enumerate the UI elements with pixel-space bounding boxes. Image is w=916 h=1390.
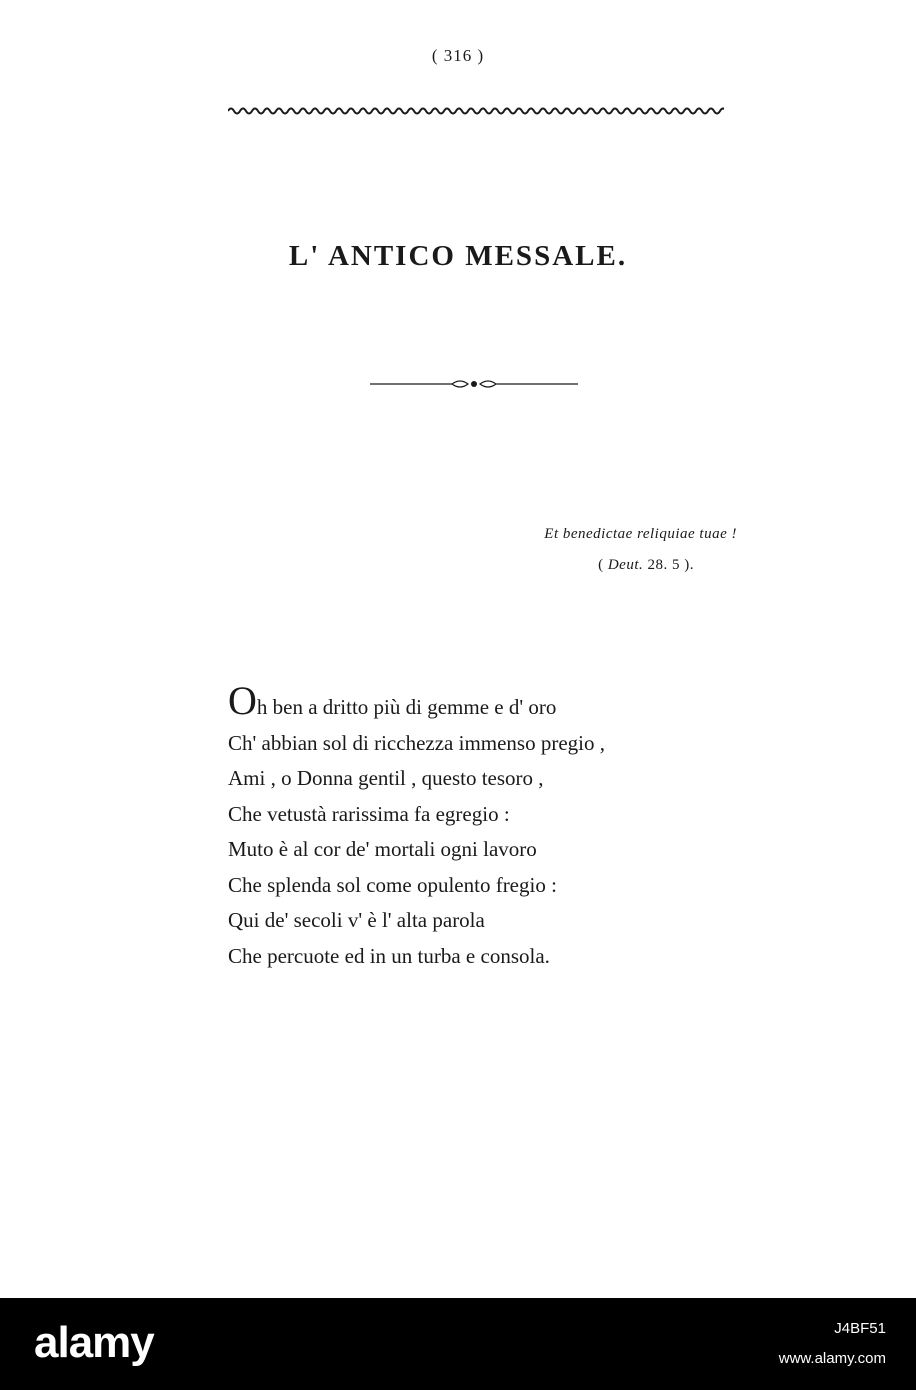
site-url: www.alamy.com xyxy=(778,1350,886,1367)
poem-title: L' ANTICO MESSALE. xyxy=(288,240,628,272)
epigraph-source-book: Deut. xyxy=(607,557,644,573)
epigraph-text: Et benedictae reliquiae tuae ! xyxy=(544,526,737,542)
poem-line: Che splenda sol come opulento fregio : xyxy=(228,872,557,897)
first-line-text: h ben a dritto più di gemme e d' oro xyxy=(256,695,557,719)
poem-line: Che vetustà rarissima fa egregio : xyxy=(228,801,510,826)
poem-stanza xyxy=(228,678,728,974)
epigraph-source-open: ( xyxy=(598,557,608,573)
wavy-rule-ornament xyxy=(228,104,724,118)
image-id: J4BF51 xyxy=(834,1320,886,1337)
brand-logo: alamy xyxy=(34,1318,154,1367)
epigraph-source xyxy=(598,557,694,574)
poem-line: Ch' abbian sol di ricchezza immenso pregio , xyxy=(228,730,606,755)
epigraph-source-ref: 28. 5 ). xyxy=(643,557,694,573)
drop-cap: O xyxy=(228,678,257,723)
poem-line: Qui de' secoli v' è l' alta parola xyxy=(228,908,485,932)
divider-ornament xyxy=(370,376,578,392)
poem-line: Muto è al cor de' mortali ogni lavoro xyxy=(228,837,537,861)
poem-line: Ami , o Donna gentil , questo tesoro , xyxy=(228,766,544,790)
page-number: ( 316 ) xyxy=(431,46,485,65)
poem-line: Che percuote ed in un turba e consola. xyxy=(228,943,550,968)
stock-footer-bar xyxy=(0,1298,916,1390)
poem-line xyxy=(228,678,728,726)
